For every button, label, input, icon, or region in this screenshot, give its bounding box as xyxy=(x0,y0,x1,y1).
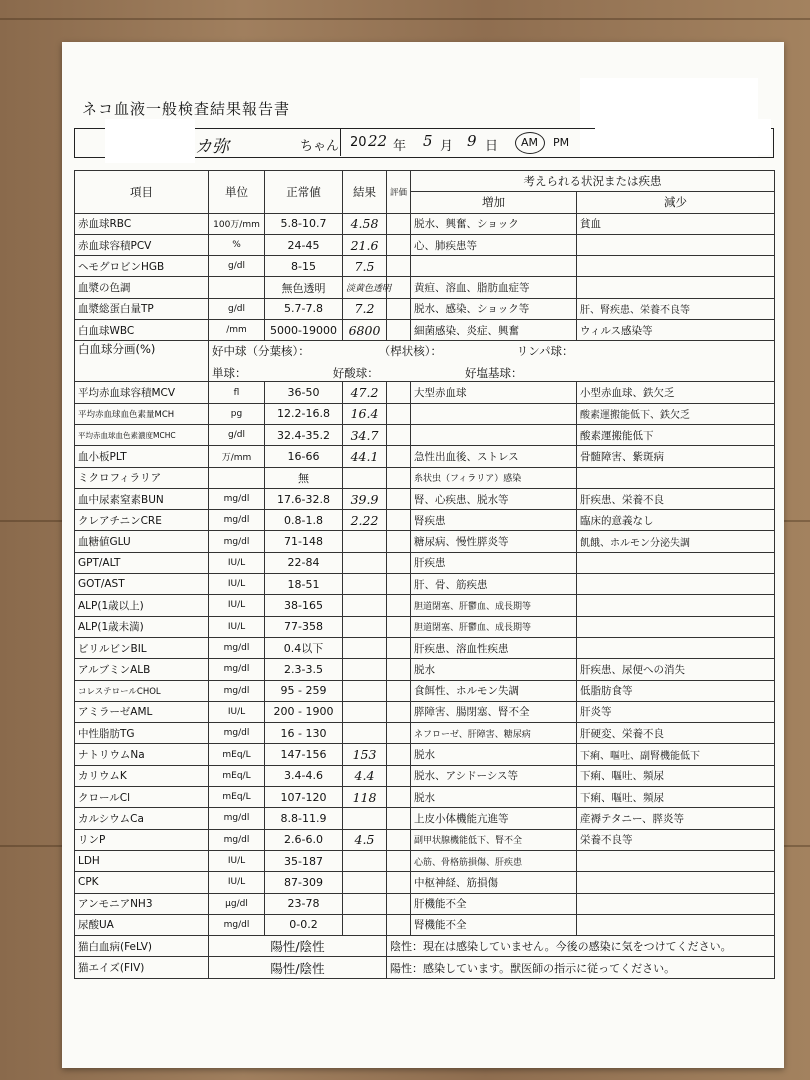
row-item-name: 血糖値GLU xyxy=(75,531,209,552)
row-normal-range: 0.8-1.8 xyxy=(265,510,343,531)
row-decrease-conditions: 小型赤血球、鉄欠乏 xyxy=(577,382,775,403)
row-evaluation xyxy=(387,744,411,765)
virus-test-row xyxy=(75,957,775,978)
table-row xyxy=(75,914,775,935)
row-normal-range: 無 xyxy=(265,467,343,488)
row-normal-range: 32.4-35.2 xyxy=(265,424,343,445)
row-item-name: アルブミンALB xyxy=(75,659,209,680)
row-evaluation xyxy=(387,701,411,722)
table-row xyxy=(75,872,775,893)
table-row xyxy=(75,552,775,573)
row-result-handwritten xyxy=(343,595,387,616)
table-row xyxy=(75,637,775,658)
row-increase-conditions: 肝疾患、溶血性疾患 xyxy=(411,637,577,658)
row-decrease-conditions: 酸素運搬能低下 xyxy=(577,424,775,445)
row-normal-range: 87-309 xyxy=(265,872,343,893)
table-row xyxy=(75,574,775,595)
virus-test-value: 陽性/陰性 xyxy=(209,957,387,978)
row-increase-conditions xyxy=(411,403,577,424)
row-unit: mg/dl xyxy=(209,914,265,935)
row-item-name: 赤血球RBC xyxy=(75,213,209,234)
header-unit: 単位 xyxy=(209,171,265,214)
row-item-name: 血中尿素窒素BUN xyxy=(75,488,209,509)
row-evaluation xyxy=(387,531,411,552)
table-row xyxy=(75,531,775,552)
header-normal: 正常値 xyxy=(265,171,343,214)
row-normal-range: 38-165 xyxy=(265,595,343,616)
row-decrease-conditions: 下痢、嘔吐、頻尿 xyxy=(577,787,775,808)
month-label: 月 xyxy=(440,139,454,154)
row-item-name: クロールCl xyxy=(75,787,209,808)
redacted-name xyxy=(105,119,195,163)
row-normal-range: 3.4-4.6 xyxy=(265,765,343,786)
row-normal-range: 147-156 xyxy=(265,744,343,765)
header-conditions: 考えられる状況または疾患 xyxy=(411,171,775,192)
row-item-name: アミラーゼAML xyxy=(75,701,209,722)
row-evaluation xyxy=(387,850,411,871)
row-unit: IU/L xyxy=(209,595,265,616)
month-handwritten: 5 xyxy=(423,132,433,150)
table-row xyxy=(75,893,775,914)
row-unit: mg/dl xyxy=(209,680,265,701)
table-row xyxy=(75,446,775,467)
row-result-handwritten: 153 xyxy=(343,744,387,765)
row-evaluation xyxy=(387,510,411,531)
row-item-name: カルシウムCa xyxy=(75,808,209,829)
row-unit: g/dl xyxy=(209,298,265,319)
row-decrease-conditions: 下痢、嘔吐、頻尿 xyxy=(577,765,775,786)
header-result: 結果 xyxy=(343,171,387,214)
row-result-handwritten: 淡黄色透明 xyxy=(343,277,387,298)
row-item-name: 赤血球容積PCV xyxy=(75,234,209,255)
row-normal-range: 5000-19000 xyxy=(265,320,343,341)
table-row xyxy=(75,808,775,829)
row-unit: mEq/L xyxy=(209,787,265,808)
row-evaluation xyxy=(387,616,411,637)
row-item-name: カリウムK xyxy=(75,765,209,786)
table-row xyxy=(75,510,775,531)
row-item-name: ヘモグロビンHGB xyxy=(75,256,209,277)
year-prefix: 20 xyxy=(350,135,367,150)
row-unit: mEq/L xyxy=(209,744,265,765)
row-normal-range: 107-120 xyxy=(265,787,343,808)
row-increase-conditions: 心筋、骨格筋損傷、肝疾患 xyxy=(411,850,577,871)
row-normal-range: 無色透明 xyxy=(265,277,343,298)
row-unit: IU/L xyxy=(209,872,265,893)
row-result-handwritten: 7.5 xyxy=(343,256,387,277)
row-item-name: ナトリウムNa xyxy=(75,744,209,765)
row-unit: fl xyxy=(209,382,265,403)
differential-label: 白血球分画(%) xyxy=(75,341,209,382)
virus-test-note: 陽性：感染しています。獣医師の指示に従ってください。 xyxy=(387,957,775,978)
row-unit: mg/dl xyxy=(209,510,265,531)
row-result-handwritten: 21.6 xyxy=(343,234,387,255)
row-unit: mg/dl xyxy=(209,659,265,680)
row-result-handwritten xyxy=(343,893,387,914)
header-eval: 評価 xyxy=(387,171,411,214)
differential-line-1: 好中球（分葉核）： （桿状核）： リンパ球： xyxy=(212,344,574,359)
table-row xyxy=(75,829,775,850)
row-item-name: 平均赤血球血色素量MCH xyxy=(75,403,209,424)
row-decrease-conditions: 産褥テタニー、膵炎等 xyxy=(577,808,775,829)
row-decrease-conditions: 臨床的意義なし xyxy=(577,510,775,531)
row-item-name: 平均赤血球血色素濃度MCHC xyxy=(75,424,209,445)
row-increase-conditions: 胆道閉塞、肝鬱血、成長期等 xyxy=(411,595,577,616)
row-increase-conditions: 脱水 xyxy=(411,787,577,808)
row-item-name: 中性脂肪TG xyxy=(75,723,209,744)
results-table xyxy=(74,170,775,979)
row-normal-range: 200 - 1900 xyxy=(265,701,343,722)
row-evaluation xyxy=(387,213,411,234)
row-item-name: 血小板PLT xyxy=(75,446,209,467)
day-label: 日 xyxy=(485,139,499,154)
row-item-name: CPK xyxy=(75,872,209,893)
row-evaluation xyxy=(387,446,411,467)
row-increase-conditions: 腎疾患 xyxy=(411,510,577,531)
row-item-name: GPT/ALT xyxy=(75,552,209,573)
row-unit: IU/L xyxy=(209,701,265,722)
row-normal-range: 95 - 259 xyxy=(265,680,343,701)
row-result-handwritten: 6800 xyxy=(343,320,387,341)
row-decrease-conditions: 肝、腎疾患、栄養不良等 xyxy=(577,298,775,319)
row-item-name: コレステロールCHOL xyxy=(75,680,209,701)
row-result-handwritten xyxy=(343,701,387,722)
row-increase-conditions: 腎機能不全 xyxy=(411,914,577,935)
table-row xyxy=(75,765,775,786)
table-row xyxy=(75,595,775,616)
row-evaluation xyxy=(387,680,411,701)
row-increase-conditions: 黄疸、溶血、脂肪血症等 xyxy=(411,277,577,298)
row-decrease-conditions xyxy=(577,256,775,277)
row-result-handwritten xyxy=(343,914,387,935)
row-result-handwritten: 16.4 xyxy=(343,403,387,424)
row-decrease-conditions: ウィルス感染等 xyxy=(577,320,775,341)
table-row xyxy=(75,403,775,424)
row-increase-conditions: 脱水 xyxy=(411,744,577,765)
row-increase-conditions: 大型赤血球 xyxy=(411,382,577,403)
row-item-name: ALP(1歳以上) xyxy=(75,595,209,616)
row-increase-conditions: 副甲状腺機能低下、腎不全 xyxy=(411,829,577,850)
row-item-name: 平均赤血球容積MCV xyxy=(75,382,209,403)
row-decrease-conditions xyxy=(577,637,775,658)
header-increase: 増加 xyxy=(411,192,577,213)
row-increase-conditions: 肝、骨、筋疾患 xyxy=(411,574,577,595)
differential-values xyxy=(209,341,775,382)
row-result-handwritten xyxy=(343,467,387,488)
year-label: 年 xyxy=(393,139,407,154)
row-increase-conditions xyxy=(411,256,577,277)
row-evaluation xyxy=(387,723,411,744)
row-result-handwritten: 118 xyxy=(343,787,387,808)
row-evaluation xyxy=(387,552,411,573)
row-item-name: 血漿総蛋白量TP xyxy=(75,298,209,319)
row-unit: /mm xyxy=(209,320,265,341)
row-evaluation xyxy=(387,574,411,595)
row-evaluation xyxy=(387,637,411,658)
row-normal-range: 35-187 xyxy=(265,850,343,871)
virus-test-name: 猫エイズ(FIV) xyxy=(75,957,209,978)
row-normal-range: 16-66 xyxy=(265,446,343,467)
row-evaluation xyxy=(387,765,411,786)
row-result-handwritten xyxy=(343,659,387,680)
row-decrease-conditions xyxy=(577,234,775,255)
row-item-name: LDH xyxy=(75,850,209,871)
row-increase-conditions: 脱水、アシドーシス等 xyxy=(411,765,577,786)
row-normal-range: 23-78 xyxy=(265,893,343,914)
redacted-date-area xyxy=(595,119,771,155)
row-decrease-conditions: 肝疾患、栄養不良 xyxy=(577,488,775,509)
row-result-handwritten xyxy=(343,808,387,829)
am-circle-mark xyxy=(515,132,545,154)
row-unit: 100万/mm xyxy=(209,213,265,234)
row-decrease-conditions: 酸素運搬能低下、鉄欠乏 xyxy=(577,403,775,424)
row-unit: g/dl xyxy=(209,256,265,277)
row-unit: mg/dl xyxy=(209,829,265,850)
table-row xyxy=(75,298,775,319)
row-unit: IU/L xyxy=(209,574,265,595)
header-decrease: 減少 xyxy=(577,192,775,213)
row-item-name: 尿酸UA xyxy=(75,914,209,935)
row-result-handwritten: 47.2 xyxy=(343,382,387,403)
row-normal-range: 22-84 xyxy=(265,552,343,573)
row-evaluation xyxy=(387,488,411,509)
row-item-name: ビリルビンBIL xyxy=(75,637,209,658)
row-unit: μg/dl xyxy=(209,893,265,914)
row-result-handwritten xyxy=(343,637,387,658)
report-title: ネコ血液一般検査結果報告書 xyxy=(82,100,291,118)
row-increase-conditions: 脱水、感染、ショック等 xyxy=(411,298,577,319)
row-decrease-conditions: 肝疾患、尿便への消失 xyxy=(577,659,775,680)
patient-name-row xyxy=(74,128,774,158)
row-normal-range: 5.8-10.7 xyxy=(265,213,343,234)
row-normal-range: 12.2-16.8 xyxy=(265,403,343,424)
table-row xyxy=(75,616,775,637)
table-row xyxy=(75,382,775,403)
row-increase-conditions: 胆道閉塞、肝鬱血、成長期等 xyxy=(411,616,577,637)
row-unit: IU/L xyxy=(209,616,265,637)
row-result-handwritten xyxy=(343,872,387,893)
row-evaluation xyxy=(387,595,411,616)
table-row xyxy=(75,234,775,255)
row-result-handwritten: 44.1 xyxy=(343,446,387,467)
row-result-handwritten: 4.5 xyxy=(343,829,387,850)
row-decrease-conditions xyxy=(577,574,775,595)
row-increase-conditions: 肝機能不全 xyxy=(411,893,577,914)
wbc-differential-row xyxy=(75,341,775,382)
row-decrease-conditions xyxy=(577,467,775,488)
row-unit: mg/dl xyxy=(209,808,265,829)
table-row xyxy=(75,787,775,808)
row-increase-conditions: 肝疾患 xyxy=(411,552,577,573)
am-label: AM xyxy=(521,136,539,149)
header-item: 項目 xyxy=(75,171,209,214)
virus-test-name: 猫白血病(FeLV) xyxy=(75,936,209,957)
row-unit xyxy=(209,467,265,488)
name-suffix: ちゃん xyxy=(300,139,340,154)
row-unit: mEq/L xyxy=(209,765,265,786)
row-evaluation xyxy=(387,403,411,424)
row-unit: mg/dl xyxy=(209,488,265,509)
row-increase-conditions: 急性出血後、ストレス xyxy=(411,446,577,467)
virus-test-note: 陰性：現在は感染していません。今後の感染に気をつけてください。 xyxy=(387,936,775,957)
row-increase-conditions: 脱水 xyxy=(411,659,577,680)
row-evaluation xyxy=(387,659,411,680)
row-result-handwritten: 34.7 xyxy=(343,424,387,445)
row-increase-conditions: 食餌性、ホルモン失調 xyxy=(411,680,577,701)
virus-test-row xyxy=(75,936,775,957)
row-evaluation xyxy=(387,893,411,914)
row-unit: 万/mm xyxy=(209,446,265,467)
row-evaluation xyxy=(387,382,411,403)
table-row xyxy=(75,744,775,765)
row-decrease-conditions xyxy=(577,850,775,871)
row-result-handwritten: 2.22 xyxy=(343,510,387,531)
row-item-name: ALP(1歳未満) xyxy=(75,616,209,637)
table-row xyxy=(75,320,775,341)
row-decrease-conditions: 肝硬変、栄養不良 xyxy=(577,723,775,744)
row-normal-range: 2.3-3.5 xyxy=(265,659,343,680)
row-result-handwritten xyxy=(343,616,387,637)
table-row xyxy=(75,277,775,298)
table-row xyxy=(75,256,775,277)
row-evaluation xyxy=(387,808,411,829)
row-normal-range: 36-50 xyxy=(265,382,343,403)
row-normal-range: 2.6-6.0 xyxy=(265,829,343,850)
row-increase-conditions: 糸状虫（フィラリア）感染 xyxy=(411,467,577,488)
virus-test-value: 陽性/陰性 xyxy=(209,936,387,957)
row-evaluation xyxy=(387,234,411,255)
row-increase-conditions: 脱水、興奮、ショック xyxy=(411,213,577,234)
patient-name-handwritten: カ弥 xyxy=(195,137,229,157)
row-decrease-conditions: 貧血 xyxy=(577,213,775,234)
row-result-handwritten xyxy=(343,531,387,552)
row-result-handwritten xyxy=(343,723,387,744)
row-normal-range: 16 - 130 xyxy=(265,723,343,744)
row-evaluation xyxy=(387,424,411,445)
row-decrease-conditions xyxy=(577,277,775,298)
table-header-row xyxy=(75,171,775,192)
row-evaluation xyxy=(387,320,411,341)
row-item-name: クレアチニンCRE xyxy=(75,510,209,531)
row-normal-range: 8-15 xyxy=(265,256,343,277)
row-normal-range: 17.6-32.8 xyxy=(265,488,343,509)
row-item-name: リンP xyxy=(75,829,209,850)
row-result-handwritten: 4.4 xyxy=(343,765,387,786)
row-result-handwritten: 39.9 xyxy=(343,488,387,509)
row-item-name: アンモニアNH3 xyxy=(75,893,209,914)
row-unit: mg/dl xyxy=(209,723,265,744)
table-row xyxy=(75,659,775,680)
row-decrease-conditions: 飢餓、ホルモン分泌失調 xyxy=(577,531,775,552)
table-row xyxy=(75,424,775,445)
row-normal-range: 8.8-11.9 xyxy=(265,808,343,829)
row-item-name: ミクロフィラリア xyxy=(75,467,209,488)
row-item-name: GOT/AST xyxy=(75,574,209,595)
table-row xyxy=(75,701,775,722)
row-evaluation xyxy=(387,872,411,893)
day-handwritten: 9 xyxy=(467,132,477,150)
row-evaluation xyxy=(387,256,411,277)
row-result-handwritten: 7.2 xyxy=(343,298,387,319)
row-increase-conditions xyxy=(411,424,577,445)
row-unit: IU/L xyxy=(209,552,265,573)
row-unit: pg xyxy=(209,403,265,424)
row-decrease-conditions xyxy=(577,595,775,616)
row-evaluation xyxy=(387,467,411,488)
row-normal-range: 24-45 xyxy=(265,234,343,255)
row-decrease-conditions: 栄養不良等 xyxy=(577,829,775,850)
row-normal-range: 5.7-7.8 xyxy=(265,298,343,319)
table-row xyxy=(75,723,775,744)
row-result-handwritten xyxy=(343,552,387,573)
row-result-handwritten xyxy=(343,680,387,701)
row-result-handwritten xyxy=(343,574,387,595)
row-decrease-conditions xyxy=(577,914,775,935)
row-item-name: 血漿の色調 xyxy=(75,277,209,298)
row-normal-range: 18-51 xyxy=(265,574,343,595)
row-unit: g/dl xyxy=(209,424,265,445)
row-increase-conditions: 中枢神経、筋損傷 xyxy=(411,872,577,893)
row-decrease-conditions: 骨髄障害、紫斑病 xyxy=(577,446,775,467)
row-increase-conditions: 糖尿病、慢性膵炎等 xyxy=(411,531,577,552)
row-result-handwritten xyxy=(343,850,387,871)
row-decrease-conditions: 肝炎等 xyxy=(577,701,775,722)
row-normal-range: 0.4以下 xyxy=(265,637,343,658)
row-increase-conditions: 上皮小体機能亢進等 xyxy=(411,808,577,829)
row-result-handwritten: 4.58 xyxy=(343,213,387,234)
report-sheet xyxy=(62,42,784,1068)
row-unit xyxy=(209,277,265,298)
row-unit: % xyxy=(209,234,265,255)
row-evaluation xyxy=(387,298,411,319)
date-section xyxy=(340,129,341,156)
row-increase-conditions: 細菌感染、炎症、興奮 xyxy=(411,320,577,341)
row-decrease-conditions: 低脂肪食等 xyxy=(577,680,775,701)
row-increase-conditions: 膵障害、腸閉塞、腎不全 xyxy=(411,701,577,722)
table-row xyxy=(75,680,775,701)
row-normal-range: 71-148 xyxy=(265,531,343,552)
row-item-name: 白血球WBC xyxy=(75,320,209,341)
row-normal-range: 0-0.2 xyxy=(265,914,343,935)
table-row xyxy=(75,488,775,509)
row-evaluation xyxy=(387,787,411,808)
row-decrease-conditions xyxy=(577,872,775,893)
row-evaluation xyxy=(387,829,411,850)
row-unit: mg/dl xyxy=(209,531,265,552)
row-unit: mg/dl xyxy=(209,637,265,658)
row-normal-range: 77-358 xyxy=(265,616,343,637)
table-row xyxy=(75,213,775,234)
table-row xyxy=(75,467,775,488)
row-decrease-conditions xyxy=(577,616,775,637)
pm-label: PM xyxy=(553,136,570,149)
row-increase-conditions: 心、肺疾患等 xyxy=(411,234,577,255)
row-increase-conditions: 腎、心疾患、脱水等 xyxy=(411,488,577,509)
table-row xyxy=(75,850,775,871)
differential-line-2: 単球： 好酸球： 好塩基球： xyxy=(212,366,523,381)
row-decrease-conditions xyxy=(577,552,775,573)
row-decrease-conditions xyxy=(577,893,775,914)
year-handwritten: 22 xyxy=(368,132,388,150)
row-unit: IU/L xyxy=(209,850,265,871)
row-evaluation xyxy=(387,914,411,935)
row-decrease-conditions: 下痢、嘔吐、副腎機能低下 xyxy=(577,744,775,765)
row-increase-conditions: ネフローゼ、肝障害、糖尿病 xyxy=(411,723,577,744)
